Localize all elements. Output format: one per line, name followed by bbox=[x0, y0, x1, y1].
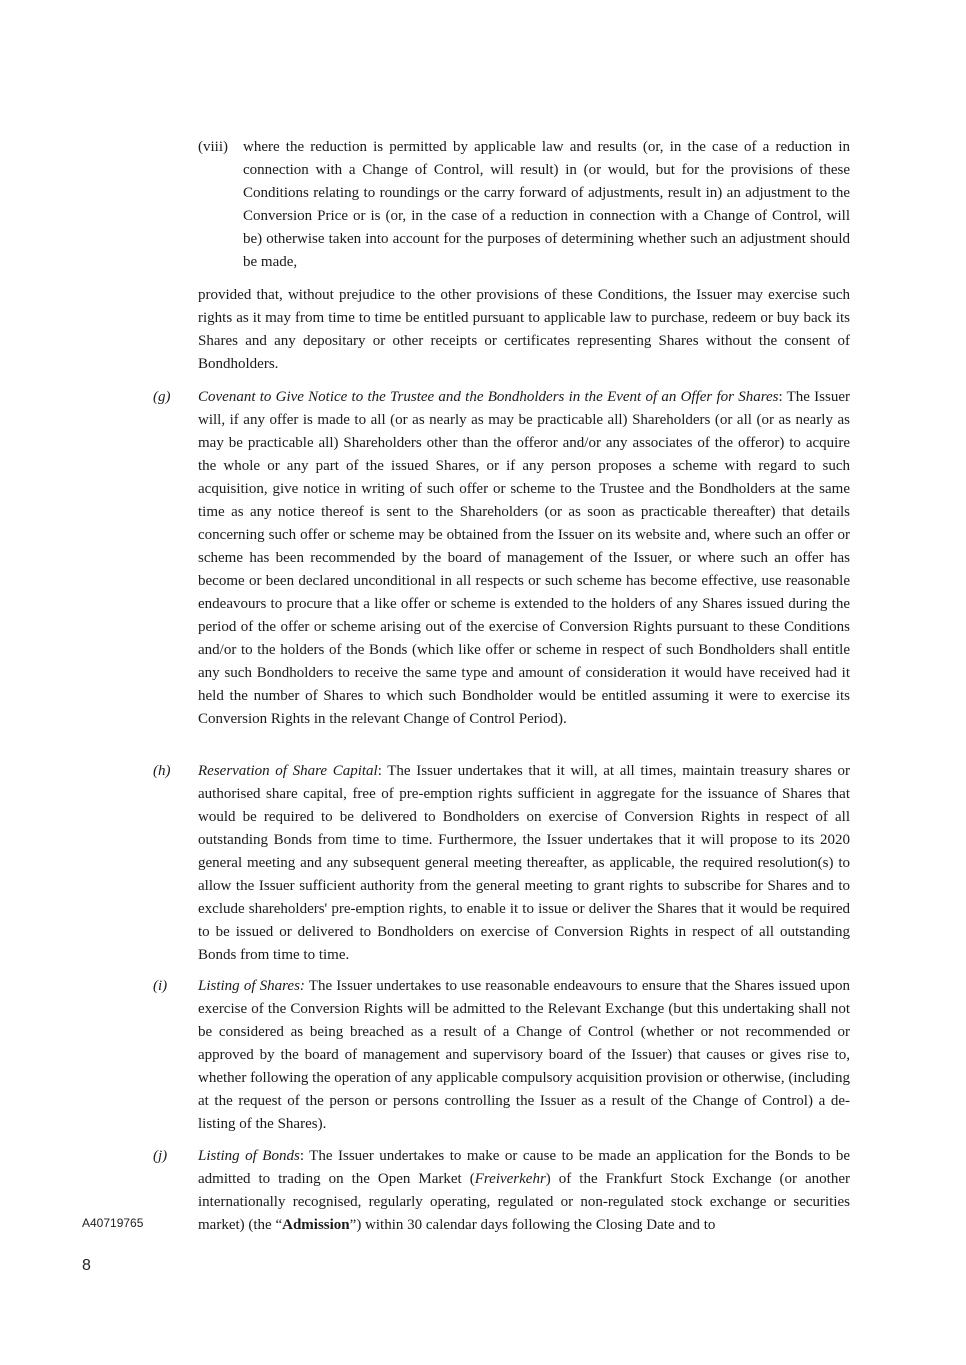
section-j-body-1: : The Issuer undertakes to make or cause to be made an application for the Bonds to be admitted to trading on the Open Market ( bbox=[198, 1148, 850, 1187]
section-g-label: (g) bbox=[153, 389, 171, 405]
item-viii-label: (viii) bbox=[198, 139, 228, 155]
section-i-heading: Listing of Shares: bbox=[198, 978, 305, 994]
section-h-body: : The Issuer undertakes that it will, at all times, maintain treasury shares or authorised share capital, free of pre-emption rights sufficient in aggregate for the issuance of Shares that would be required to be delivered to Bondholders on exercise of Conversion Rights in respect of all outstanding Bonds from time to time. Furthermore, the Issuer undertakes that it will propose to its 2020 general meeting and any subsequent general meeting thereafter, as applicable, the required resolution(s) to allow the Issuer sufficient authority from the general meeting to grant rights to subscribe for Shares and to exclude shareholders' pre-emption rights, to enable it to issue or deliver the Shares that it would be required to be issued or delivered to Bondholders on exercise of Conversion Rights in respect of all outstanding Bonds from time to time. bbox=[198, 763, 850, 963]
section-h-label: (h) bbox=[153, 763, 171, 779]
section-h-paragraph bbox=[198, 760, 850, 967]
section-g-heading: Covenant to Give Notice to the Trustee and the Bondholders in the Event of an Offer for Shares bbox=[198, 389, 779, 405]
section-i-paragraph bbox=[198, 975, 850, 1136]
section-j-paragraph bbox=[198, 1145, 850, 1237]
section-j-defined-term: Admission bbox=[282, 1217, 350, 1233]
section-g-paragraph bbox=[198, 386, 850, 731]
section-j-heading: Listing of Bonds bbox=[198, 1148, 300, 1164]
section-j-body-2: ) of the Frankfurt Stock Exchange (or another internationally recognised, regularly operating, regulated or non-regulated stock exchange or securities market) (the “ bbox=[198, 1171, 850, 1233]
section-i-body: The Issuer undertakes to use reasonable endeavours to ensure that the Shares issued upon exercise of the Conversion Rights will be admitted to the Relevant Exchange (but this undertaking shall not be considered as being breached as a result of a Change of Control (whether or not recommended or approved by the board of management and supervisory board of the Issuer) that causes or gives rise to, whether following the operation of any applicable compulsory acquisition provision or otherwise, (including at the request of the person or persons controlling the Issuer as a result of the Change of Control) a de-listing of the Shares). bbox=[198, 978, 850, 1132]
document-id: A40719765 bbox=[82, 1216, 144, 1230]
section-j-label: (j) bbox=[153, 1148, 168, 1164]
section-i-label: (i) bbox=[153, 978, 168, 994]
section-j-body-3: ”) within 30 calendar days following the Closing Date and to bbox=[349, 1217, 716, 1233]
item-viii-text: where the reduction is permitted by applicable law and results (or, in the case of a reduction in connection with a Change of Control, will result) in (or would, but for the provisions of these Conditions relating to roundings or the carry forward of adjustments, result in) an adjustment to the Conversion Price or is (or, in the case of a reduction in connection with a Change of Control, will be) otherwise taken into account for the purposes of determining whether such an adjustment should be made, bbox=[243, 139, 850, 270]
section-j-market-term: Freiverkehr bbox=[474, 1171, 546, 1187]
proviso-paragraph: provided that, without prejudice to the other provisions of these Conditions, the Issuer may exercise such rights as it may from time to time be entitled pursuant to applicable law to purchase, redeem or buy back its Shares and any depositary or other receipts or certificates representing Shares without the consent of Bondholders. bbox=[198, 287, 850, 372]
section-g-body: : The Issuer will, if any offer is made to all (or as nearly as may be practicable all) Shareholders (or all (or as nearly as may be practicable all) Shareholders other than the offeror and/or any associates of the offeror) to acquire the whole or any part of the issued Shares, or if any person proposes a scheme with regard to such acquisition, give notice in writing of such offer or scheme to the Trustee and the Bondholders at the same time as any notice thereof is sent to the Shareholders (or as soon as practicable thereafter) that details concerning such offer or scheme may be obtained from the Issuer on its website and, where such an offer or scheme has been recommended by the board of management of the Issuer, or where such an offer has become or been declared unconditional in all respects or such scheme has become effective, use reasonable endeavours to procure that a like offer or scheme is extended to the holders of any Shares issued during the period of the offer or scheme arising out of the exercise of Conversion Rights pursuant to these Conditions and/or to the holders of the Bonds (which like offer or scheme in respect of such Bondholders shall entitle any such Bondholders to receive the same type and amount of consideration it would have received had it held the number of Shares to which such Bondholder would be entitled assuming it were to exercise its Conversion Rights in the relevant Change of Control Period). bbox=[198, 389, 850, 727]
page-number: 8 bbox=[82, 1257, 91, 1274]
section-h-heading: Reservation of Share Capital bbox=[198, 763, 378, 779]
